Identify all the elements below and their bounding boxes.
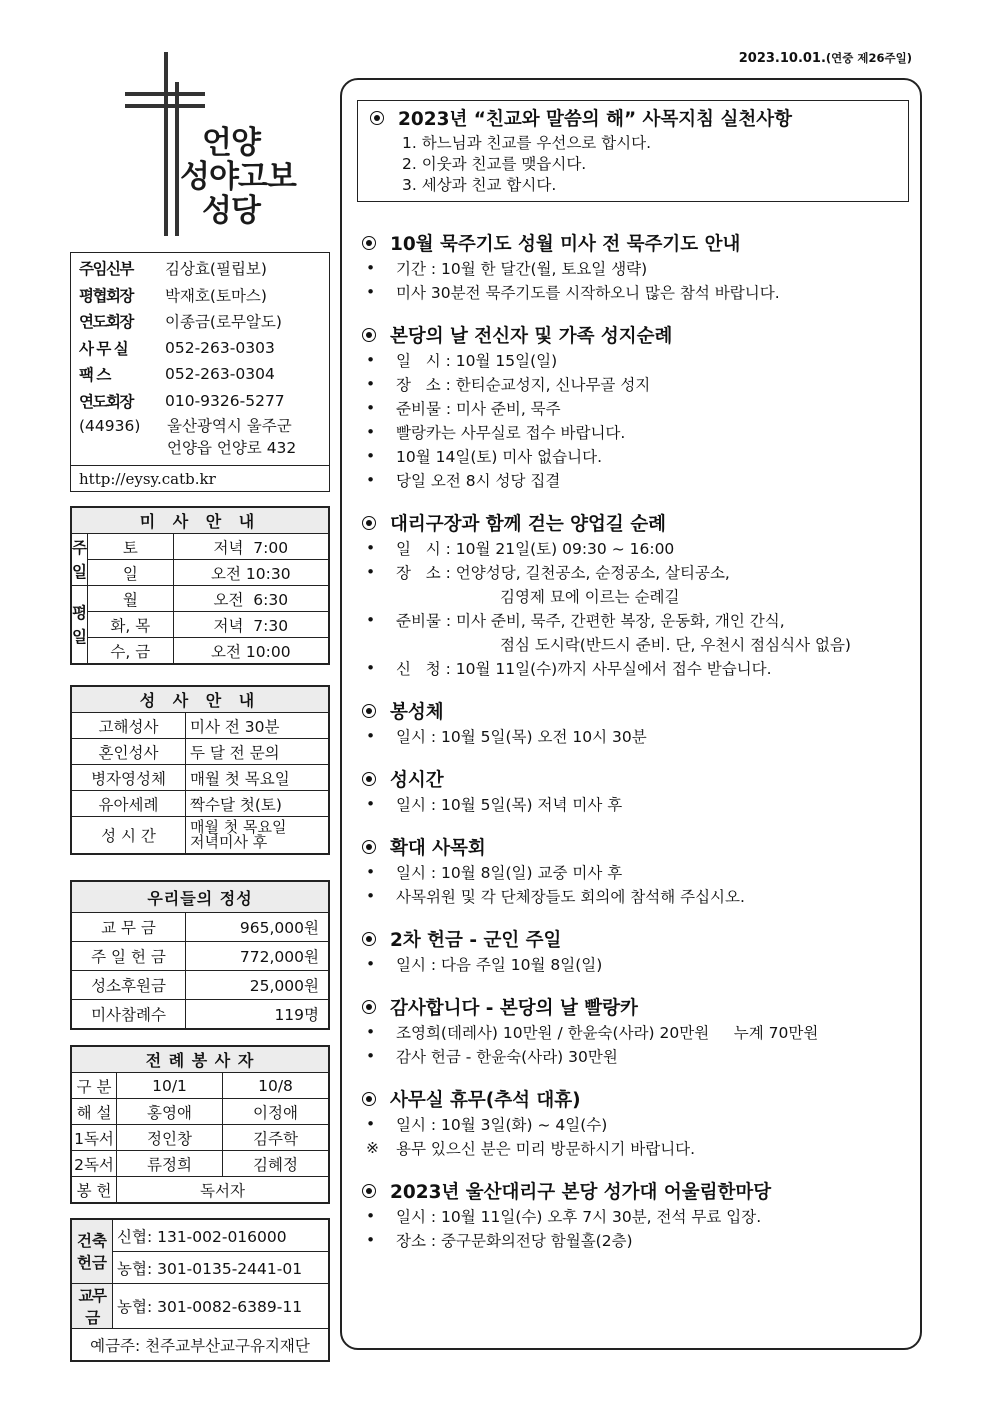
info-row [79, 335, 321, 362]
mass-time: 오전 10:30 [173, 560, 328, 586]
section-title [362, 1086, 910, 1112]
section-item [362, 280, 910, 304]
mass-day: 월 [87, 586, 173, 612]
section-title [362, 766, 910, 792]
section-item [362, 860, 910, 884]
item-text: 신 청 : 10월 11일(수)까지 사무실에서 접수 받습니다. [396, 660, 772, 678]
circle-bullet-icon [370, 111, 384, 125]
announcement-list [362, 230, 910, 1270]
info-row [79, 308, 321, 335]
announcement-section [362, 834, 910, 908]
item-text: 용무 있으신 분은 미리 방문하시기 바랍니다. [396, 1140, 696, 1158]
item-text: 준비물 : 미사 준비, 묵주, 간편한 복장, 운동화, 개인 간식, [396, 612, 785, 630]
building-fund-label: 건축헌금 [72, 1220, 113, 1284]
account-number: 농협: 301-0135-2441-01 [113, 1252, 329, 1284]
item-text: 장 소 : 한티순교성지, 신나무골 성지 [396, 376, 651, 394]
item-text: 사목위원 및 각 단체장들도 회의에 참석해 주십시오. [396, 888, 745, 906]
section-item [362, 1136, 910, 1160]
bullet: • [366, 471, 376, 489]
pastoral-item: 3. 세상과 친교 합시다. [402, 176, 557, 194]
section-title-text: 대리구장과 함께 걷는 양업길 순례 [390, 514, 666, 535]
item-text: 10월 14일(토) 미사 없습니다. [396, 448, 603, 466]
date-text: 2023.10.01. [738, 51, 826, 66]
server-name: 김혜정 [223, 1151, 329, 1177]
server-name: 류정희 [117, 1151, 223, 1177]
section-item [362, 632, 910, 656]
bullet: • [366, 1207, 376, 1225]
announcement-section [362, 230, 910, 304]
section-item [362, 372, 910, 396]
sacrament-value-line2: 저녁미사 후 [190, 833, 268, 851]
mass-day: 수, 금 [87, 638, 173, 664]
offering-name: 주 일 헌 금 [72, 942, 186, 971]
pastoral-item: 1. 하느님과 친교를 우선으로 합시다. [402, 134, 652, 152]
item-text: 준비물 : 미사 준비, 묵주 [396, 400, 561, 418]
section-item [362, 396, 910, 420]
mass-time: 저녁 7:30 [173, 612, 328, 638]
announcement-section [362, 322, 910, 492]
offering-value: 772,000원 [186, 942, 329, 971]
announcement-section [362, 766, 910, 816]
offering-title: 우리들의 정성 [72, 882, 329, 913]
sacrament-value: 두 달 전 문의 [186, 739, 329, 765]
info-label: 팩 스 [79, 366, 110, 385]
item-text: 일시 : 다음 주일 10월 8일(일) [396, 956, 603, 974]
section-title [362, 322, 910, 348]
item-text: 김영제 묘에 이르는 순례길 [500, 588, 680, 606]
mass-schedule-table [70, 506, 330, 665]
servers-col-header: 10/8 [223, 1073, 329, 1099]
server-name: 독서자 [117, 1177, 329, 1203]
mass-time: 오전 10:00 [173, 638, 328, 664]
section-item [362, 468, 910, 492]
mass-time: 저녁 7:00 [173, 534, 328, 560]
item-text: 일 시 : 10월 15일(일) [396, 352, 558, 370]
server-name: 정인창 [117, 1125, 223, 1151]
item-text: 기간 : 10월 한 달간(월, 토요일 생략) [396, 260, 648, 278]
sacrament-value: 짝수달 첫(토) [186, 791, 329, 817]
item-text: 일시 : 10월 8일(일) 교중 미사 후 [396, 864, 623, 882]
pastoral-title [370, 105, 908, 131]
item-text: 빨랑카는 사무실로 접수 바랍니다. [396, 424, 626, 442]
bullet: • [366, 863, 376, 881]
section-title [362, 834, 910, 860]
pastoral-title-text: 2023년 “친교와 말씀의 해” 사목지침 실천사항 [398, 109, 792, 130]
bulletin-date [739, 50, 912, 66]
servers-title: 전 례 봉 사 자 [72, 1047, 329, 1073]
item-text: 일 시 : 10월 21일(토) 09:30 ~ 16:00 [396, 540, 675, 558]
circle-bullet-icon [362, 840, 376, 854]
item-text: 당일 오전 8시 성당 집결 [396, 472, 561, 490]
section-title-text: 사무실 휴무(추석 대휴) [390, 1090, 581, 1111]
bullet: • [366, 887, 376, 905]
section-title-text: 본당의 날 전신자 및 가족 성지순례 [390, 326, 673, 347]
offering-value: 25,000원 [186, 971, 329, 1000]
account-number: 신협: 131-002-016000 [113, 1220, 329, 1252]
item-text: 점심 도시락(반드시 준비. 단, 우천시 점심식사 없음) [500, 636, 851, 654]
sacrament-name: 혼인성사 [72, 739, 186, 765]
bullet: • [366, 375, 376, 393]
zip-code: (44936) [79, 417, 141, 435]
server-name: 이정애 [223, 1099, 329, 1125]
bullet: • [366, 659, 376, 677]
liturgical-week: (연중 제26주일) [825, 51, 912, 65]
bullet: • [366, 1115, 376, 1133]
info-value: 010-9326-5277 [165, 391, 285, 410]
info-label: 주임신부 [79, 260, 133, 279]
offering-name: 교 무 금 [72, 913, 186, 942]
offering-table [70, 880, 330, 1030]
pastoral-item: 2. 이웃과 친교를 맺읍시다. [402, 155, 587, 173]
section-item [362, 724, 910, 748]
circle-bullet-icon [362, 1000, 376, 1014]
section-item [362, 420, 910, 444]
circle-bullet-icon [362, 704, 376, 718]
servers-col-header: 구 분 [72, 1073, 117, 1099]
circle-bullet-icon [362, 328, 376, 342]
section-title-text: 2차 헌금 - 군인 주일 [390, 930, 562, 951]
info-row [79, 388, 321, 415]
mass-time: 오전 6:30 [173, 586, 328, 612]
bullet: • [366, 399, 376, 417]
sacrament-value-line1: 매월 첫 목요일 [190, 818, 287, 836]
section-item [362, 608, 910, 632]
info-label: 평협회장 [79, 286, 133, 305]
announcement-section [362, 510, 910, 680]
section-item [362, 584, 910, 608]
item-text: 조영희(데레사) 10만원 / 한윤숙(사라) 20만원 누계 70만원 [396, 1024, 819, 1042]
sacrament-table [70, 685, 330, 855]
sacrament-name: 병자영성체 [72, 765, 186, 791]
address-line1: 울산광역시 울주군 [167, 417, 292, 435]
section-title [362, 230, 910, 256]
announcement-section [362, 926, 910, 976]
section-item [362, 792, 910, 816]
info-label: 사 무 실 [79, 339, 128, 358]
liturgy-servers-table [70, 1045, 330, 1204]
server-name: 김주학 [223, 1125, 329, 1151]
logo-text-line2: 성야고보 [180, 159, 296, 195]
info-value: 052-263-0303 [165, 338, 275, 357]
offering-name: 성소후원금 [72, 971, 186, 1000]
server-role: 2독서 [72, 1151, 117, 1177]
sacrament-value: 미사 전 30분 [186, 713, 329, 739]
section-item [362, 1204, 910, 1228]
logo-text-line3: 성당 [202, 193, 260, 229]
sacrament-value: 매월 첫 목요일 [186, 765, 329, 791]
bullet: • [366, 955, 376, 973]
section-title [362, 698, 910, 724]
info-label: 연도회장 [79, 392, 133, 411]
mass-title: 미 사 안 내 [72, 508, 329, 534]
section-title [362, 994, 910, 1020]
item-text: 감사 헌금 - 한윤숙(사라) 30만원 [396, 1048, 618, 1066]
account-holder: 예금주: 천주교부산교구유지재단 [72, 1329, 329, 1361]
info-row [79, 282, 321, 309]
bullet: • [366, 259, 376, 277]
offering-name: 미사참례수 [72, 1000, 186, 1029]
server-role: 1독서 [72, 1125, 117, 1151]
section-item [362, 952, 910, 976]
bullet: • [366, 283, 376, 301]
bullet: • [366, 423, 376, 441]
servers-col-header: 10/1 [117, 1073, 223, 1099]
info-row [79, 255, 321, 282]
bullet: • [366, 1231, 376, 1249]
section-title-text: 2023년 울산대리구 본당 성가대 어울림한마당 [390, 1182, 772, 1203]
address-lines [167, 415, 296, 459]
circle-bullet-icon [362, 772, 376, 786]
announcement-section [362, 1086, 910, 1160]
section-title-text: 감사합니다 - 본당의 날 빨랑카 [390, 998, 638, 1019]
bullet: ※ [366, 1139, 379, 1157]
server-role: 봉 헌 [72, 1177, 117, 1203]
bullet: • [366, 1047, 376, 1065]
item-text: 일시 : 10월 3일(화) ~ 4일(수) [396, 1116, 608, 1134]
mass-day: 토 [87, 534, 173, 560]
server-role: 해 설 [72, 1099, 117, 1125]
address-line2: 언양읍 언양로 432 [167, 439, 297, 457]
sacrament-name: 성 시 간 [72, 817, 186, 854]
sacrament-name: 유아세례 [72, 791, 186, 817]
announcement-section [362, 698, 910, 748]
section-title-text: 확대 사목회 [390, 838, 486, 859]
account-number: 농협: 301-0082-6389-11 [113, 1284, 329, 1329]
section-title-text: 10월 묵주기도 성월 미사 전 묵주기도 안내 [390, 234, 741, 255]
offering-value: 119명 [186, 1000, 329, 1029]
circle-bullet-icon [362, 1184, 376, 1198]
section-item [362, 560, 910, 584]
section-item [362, 884, 910, 908]
item-text: 장소 : 중구문화의전당 함월홀(2층) [396, 1232, 633, 1250]
info-value: 김상효(필립보) [165, 260, 267, 279]
announcement-section [362, 994, 910, 1068]
circle-bullet-icon [362, 516, 376, 530]
circle-bullet-icon [362, 932, 376, 946]
section-item [362, 444, 910, 468]
section-title-text: 성시간 [390, 770, 444, 791]
item-text: 장 소 : 언양성당, 길천공소, 순정공소, 살티공소, [396, 564, 730, 582]
item-text: 일시 : 10월 11일(수) 오후 7시 30분, 전석 무료 입장. [396, 1208, 762, 1226]
mass-day: 화, 목 [87, 612, 173, 638]
info-row [79, 361, 321, 388]
info-value: 052-263-0304 [165, 365, 275, 384]
bullet: • [366, 351, 376, 369]
circle-bullet-icon [362, 1092, 376, 1106]
parish-logo [120, 52, 330, 242]
info-value: 박재호(토마스) [165, 286, 267, 305]
sacrament-name: 고해성사 [72, 713, 186, 739]
info-value: 이종금(로무알도) [165, 313, 282, 332]
bullet: • [366, 447, 376, 465]
item-text: 일시 : 10월 5일(목) 오전 10시 30분 [396, 728, 647, 746]
sacrament-title: 성 사 안 내 [72, 687, 329, 713]
bullet: • [366, 727, 376, 745]
bullet: • [366, 1023, 376, 1041]
bank-account-table [70, 1218, 330, 1362]
section-item [362, 1112, 910, 1136]
address [79, 415, 321, 459]
sacrament-value [186, 817, 329, 854]
server-name: 홍영애 [117, 1099, 223, 1125]
section-item [362, 1044, 910, 1068]
bullet: • [366, 611, 376, 629]
section-item [362, 1020, 910, 1044]
section-item [362, 1228, 910, 1252]
section-item [362, 256, 910, 280]
announcement-section [362, 1178, 910, 1252]
circle-bullet-icon [362, 236, 376, 250]
section-title [362, 510, 910, 536]
section-item [362, 656, 910, 680]
item-text: 미사 30분전 묵주기도를 시작하오니 많은 참석 바랍니다. [396, 284, 780, 302]
section-item [362, 536, 910, 560]
section-title-text: 봉성체 [390, 702, 444, 723]
item-text: 일시 : 10월 5일(목) 저녁 미사 후 [396, 796, 623, 814]
website-link[interactable]: http://eysy.catb.kr [71, 465, 329, 488]
logo-text-line1: 언양 [202, 125, 260, 161]
parish-info-box [70, 252, 330, 492]
mass-day: 일 [87, 560, 173, 586]
bullet: • [366, 539, 376, 557]
section-title [362, 1178, 910, 1204]
section-title [362, 926, 910, 952]
bullet: • [366, 563, 376, 581]
info-label: 연도회장 [79, 313, 133, 332]
sunday-label: 주일 [72, 534, 88, 586]
section-item [362, 348, 910, 372]
offering-value: 965,000원 [186, 913, 329, 942]
bullet: • [366, 795, 376, 813]
tithe-label: 교무금 [72, 1284, 113, 1329]
pastoral-guideline-box [357, 100, 909, 202]
weekday-label: 평일 [72, 586, 88, 664]
